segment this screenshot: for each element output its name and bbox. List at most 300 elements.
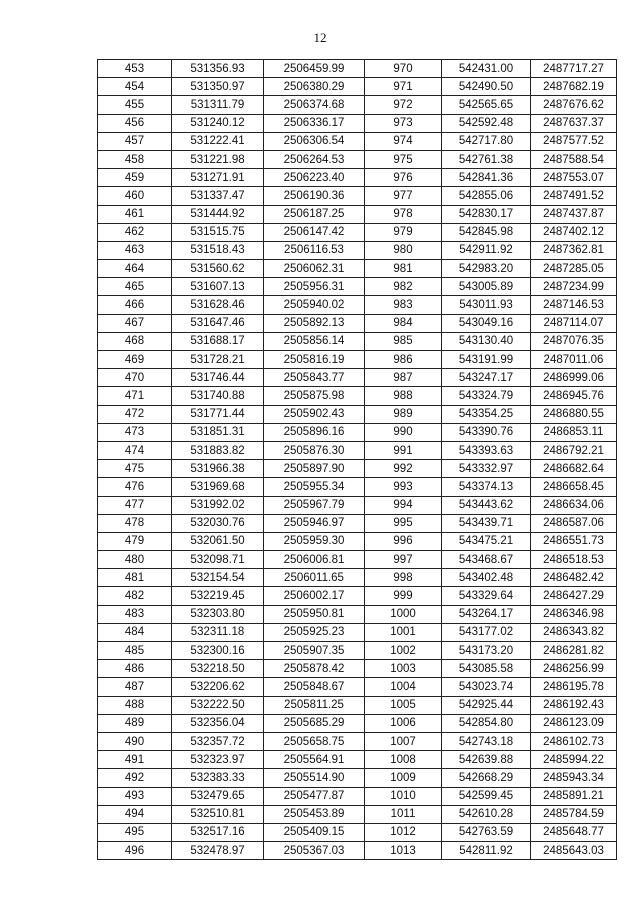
point-number-right-cell: 983 xyxy=(365,296,442,314)
point-number-right-cell: 992 xyxy=(365,460,442,478)
point-number-right-cell: 1013 xyxy=(365,842,442,860)
y-coordinate-right-cell: 2485648.77 xyxy=(531,823,617,841)
y-coordinate-left-cell: 2505878.42 xyxy=(264,660,365,678)
table-row xyxy=(98,78,617,96)
y-coordinate-right-cell: 2486427.29 xyxy=(531,587,617,605)
y-coordinate-right-cell: 2487437.87 xyxy=(531,205,617,223)
table-row xyxy=(98,278,617,296)
x-coordinate-left-cell: 532206.62 xyxy=(172,678,264,696)
x-coordinate-right-cell: 542925.44 xyxy=(442,696,531,714)
point-number-right-cell: 987 xyxy=(365,369,442,387)
y-coordinate-left-cell: 2505907.35 xyxy=(264,642,365,660)
point-number-right-cell: 1001 xyxy=(365,623,442,641)
x-coordinate-left-cell: 532357.72 xyxy=(172,732,264,750)
point-number-left-cell: 478 xyxy=(98,514,172,532)
y-coordinate-right-cell: 2486482.42 xyxy=(531,569,617,587)
y-coordinate-left-cell: 2505946.97 xyxy=(264,514,365,532)
x-coordinate-left-cell: 531647.46 xyxy=(172,314,264,332)
x-coordinate-left-cell: 531607.13 xyxy=(172,278,264,296)
x-coordinate-left-cell: 532510.81 xyxy=(172,805,264,823)
y-coordinate-left-cell: 2506336.17 xyxy=(264,114,365,132)
y-coordinate-left-cell: 2506002.17 xyxy=(264,587,365,605)
y-coordinate-left-cell: 2506190.36 xyxy=(264,187,365,205)
table-row xyxy=(98,132,617,150)
point-number-left-cell: 465 xyxy=(98,278,172,296)
x-coordinate-right-cell: 543085.58 xyxy=(442,660,531,678)
y-coordinate-right-cell: 2487491.52 xyxy=(531,187,617,205)
table-row xyxy=(98,60,617,78)
x-coordinate-left-cell: 531518.43 xyxy=(172,241,264,259)
x-coordinate-right-cell: 542845.98 xyxy=(442,223,531,241)
table-row xyxy=(98,423,617,441)
y-coordinate-right-cell: 2487676.62 xyxy=(531,96,617,114)
y-coordinate-left-cell: 2505514.90 xyxy=(264,769,365,787)
table-row xyxy=(98,332,617,350)
y-coordinate-right-cell: 2486343.82 xyxy=(531,623,617,641)
y-coordinate-right-cell: 2485784.59 xyxy=(531,805,617,823)
table-row xyxy=(98,514,617,532)
point-number-right-cell: 979 xyxy=(365,223,442,241)
y-coordinate-right-cell: 2487682.19 xyxy=(531,78,617,96)
table-row xyxy=(98,150,617,168)
y-coordinate-right-cell: 2487553.07 xyxy=(531,169,617,187)
point-number-left-cell: 479 xyxy=(98,532,172,550)
x-coordinate-right-cell: 543324.79 xyxy=(442,387,531,405)
point-number-left-cell: 457 xyxy=(98,132,172,150)
x-coordinate-right-cell: 543011.93 xyxy=(442,296,531,314)
x-coordinate-right-cell: 542599.45 xyxy=(442,787,531,805)
point-number-left-cell: 482 xyxy=(98,587,172,605)
y-coordinate-right-cell: 2486880.55 xyxy=(531,405,617,423)
y-coordinate-left-cell: 2505902.43 xyxy=(264,405,365,423)
y-coordinate-left-cell: 2505875.98 xyxy=(264,387,365,405)
x-coordinate-right-cell: 543468.67 xyxy=(442,551,531,569)
y-coordinate-left-cell: 2505848.67 xyxy=(264,678,365,696)
y-coordinate-left-cell: 2506116.53 xyxy=(264,241,365,259)
x-coordinate-left-cell: 532356.04 xyxy=(172,714,264,732)
table-row xyxy=(98,441,617,459)
point-number-left-cell: 462 xyxy=(98,223,172,241)
table-row xyxy=(98,351,617,369)
table-row xyxy=(98,205,617,223)
table-row xyxy=(98,96,617,114)
y-coordinate-right-cell: 2487362.81 xyxy=(531,241,617,259)
point-number-right-cell: 1008 xyxy=(365,751,442,769)
y-coordinate-right-cell: 2486658.45 xyxy=(531,478,617,496)
table-row xyxy=(98,496,617,514)
point-number-left-cell: 455 xyxy=(98,96,172,114)
x-coordinate-left-cell: 531222.41 xyxy=(172,132,264,150)
x-coordinate-left-cell: 531515.75 xyxy=(172,223,264,241)
y-coordinate-left-cell: 2505897.90 xyxy=(264,460,365,478)
table-row xyxy=(98,642,617,660)
y-coordinate-right-cell: 2486192.43 xyxy=(531,696,617,714)
x-coordinate-right-cell: 542490.50 xyxy=(442,78,531,96)
point-number-left-cell: 491 xyxy=(98,751,172,769)
point-number-left-cell: 492 xyxy=(98,769,172,787)
x-coordinate-left-cell: 531311.79 xyxy=(172,96,264,114)
x-coordinate-left-cell: 532383.33 xyxy=(172,769,264,787)
point-number-left-cell: 459 xyxy=(98,169,172,187)
x-coordinate-left-cell: 532061.50 xyxy=(172,532,264,550)
y-coordinate-left-cell: 2505956.31 xyxy=(264,278,365,296)
y-coordinate-right-cell: 2487146.53 xyxy=(531,296,617,314)
x-coordinate-right-cell: 543374.13 xyxy=(442,478,531,496)
y-coordinate-left-cell: 2505876.30 xyxy=(264,441,365,459)
x-coordinate-right-cell: 542763.59 xyxy=(442,823,531,841)
x-coordinate-right-cell: 543393.63 xyxy=(442,441,531,459)
x-coordinate-left-cell: 531851.31 xyxy=(172,423,264,441)
point-number-left-cell: 493 xyxy=(98,787,172,805)
point-number-left-cell: 475 xyxy=(98,460,172,478)
x-coordinate-left-cell: 531560.62 xyxy=(172,260,264,278)
y-coordinate-right-cell: 2487285.05 xyxy=(531,260,617,278)
point-number-left-cell: 469 xyxy=(98,351,172,369)
x-coordinate-right-cell: 542830.17 xyxy=(442,205,531,223)
table-row xyxy=(98,714,617,732)
y-coordinate-right-cell: 2486346.98 xyxy=(531,605,617,623)
x-coordinate-right-cell: 543475.21 xyxy=(442,532,531,550)
table-row xyxy=(98,478,617,496)
point-number-right-cell: 1002 xyxy=(365,642,442,660)
y-coordinate-right-cell: 2486195.78 xyxy=(531,678,617,696)
y-coordinate-right-cell: 2486853.11 xyxy=(531,423,617,441)
x-coordinate-left-cell: 531728.21 xyxy=(172,351,264,369)
point-number-right-cell: 998 xyxy=(365,569,442,587)
point-number-right-cell: 1004 xyxy=(365,678,442,696)
x-coordinate-left-cell: 532311.18 xyxy=(172,623,264,641)
point-number-left-cell: 463 xyxy=(98,241,172,259)
point-number-right-cell: 1009 xyxy=(365,769,442,787)
point-number-left-cell: 488 xyxy=(98,696,172,714)
table-row xyxy=(98,805,617,823)
point-number-right-cell: 989 xyxy=(365,405,442,423)
point-number-right-cell: 1012 xyxy=(365,823,442,841)
x-coordinate-left-cell: 531688.17 xyxy=(172,332,264,350)
y-coordinate-right-cell: 2486634.06 xyxy=(531,496,617,514)
x-coordinate-left-cell: 532303.80 xyxy=(172,605,264,623)
point-number-left-cell: 476 xyxy=(98,478,172,496)
x-coordinate-left-cell: 532479.65 xyxy=(172,787,264,805)
point-number-left-cell: 458 xyxy=(98,150,172,168)
point-number-left-cell: 490 xyxy=(98,732,172,750)
y-coordinate-left-cell: 2506187.25 xyxy=(264,205,365,223)
point-number-right-cell: 999 xyxy=(365,587,442,605)
y-coordinate-left-cell: 2505955.34 xyxy=(264,478,365,496)
table-row xyxy=(98,751,617,769)
y-coordinate-left-cell: 2506147.42 xyxy=(264,223,365,241)
x-coordinate-left-cell: 532323.97 xyxy=(172,751,264,769)
table-row xyxy=(98,787,617,805)
x-coordinate-left-cell: 531966.38 xyxy=(172,460,264,478)
y-coordinate-left-cell: 2506306.54 xyxy=(264,132,365,150)
y-coordinate-left-cell: 2505409.15 xyxy=(264,823,365,841)
x-coordinate-left-cell: 532300.16 xyxy=(172,642,264,660)
y-coordinate-right-cell: 2486102.73 xyxy=(531,732,617,750)
table-row xyxy=(98,842,617,860)
x-coordinate-right-cell: 542431.00 xyxy=(442,60,531,78)
y-coordinate-left-cell: 2505453.89 xyxy=(264,805,365,823)
point-number-left-cell: 470 xyxy=(98,369,172,387)
x-coordinate-left-cell: 531356.93 xyxy=(172,60,264,78)
x-coordinate-right-cell: 542911.92 xyxy=(442,241,531,259)
x-coordinate-right-cell: 542841.36 xyxy=(442,169,531,187)
y-coordinate-left-cell: 2505959.30 xyxy=(264,532,365,550)
coordinates-table xyxy=(97,59,617,860)
x-coordinate-right-cell: 543264.17 xyxy=(442,605,531,623)
x-coordinate-right-cell: 543049.16 xyxy=(442,314,531,332)
x-coordinate-right-cell: 543439.71 xyxy=(442,514,531,532)
point-number-left-cell: 496 xyxy=(98,842,172,860)
y-coordinate-right-cell: 2486281.82 xyxy=(531,642,617,660)
point-number-right-cell: 984 xyxy=(365,314,442,332)
y-coordinate-left-cell: 2505685.29 xyxy=(264,714,365,732)
point-number-left-cell: 495 xyxy=(98,823,172,841)
y-coordinate-left-cell: 2506011.65 xyxy=(264,569,365,587)
table-row xyxy=(98,569,617,587)
y-coordinate-right-cell: 2485943.34 xyxy=(531,769,617,787)
x-coordinate-left-cell: 532219.45 xyxy=(172,587,264,605)
x-coordinate-right-cell: 542565.65 xyxy=(442,96,531,114)
table-row xyxy=(98,369,617,387)
table-row xyxy=(98,223,617,241)
point-number-right-cell: 1011 xyxy=(365,805,442,823)
point-number-right-cell: 996 xyxy=(365,532,442,550)
point-number-right-cell: 1005 xyxy=(365,696,442,714)
y-coordinate-left-cell: 2506006.81 xyxy=(264,551,365,569)
point-number-left-cell: 477 xyxy=(98,496,172,514)
x-coordinate-right-cell: 543191.99 xyxy=(442,351,531,369)
x-coordinate-right-cell: 543173.20 xyxy=(442,642,531,660)
y-coordinate-right-cell: 2487717.27 xyxy=(531,60,617,78)
point-number-right-cell: 971 xyxy=(365,78,442,96)
x-coordinate-right-cell: 542743.18 xyxy=(442,732,531,750)
x-coordinate-left-cell: 531350.97 xyxy=(172,78,264,96)
y-coordinate-left-cell: 2505940.02 xyxy=(264,296,365,314)
x-coordinate-right-cell: 542668.29 xyxy=(442,769,531,787)
table-row xyxy=(98,823,617,841)
point-number-left-cell: 480 xyxy=(98,551,172,569)
table-row xyxy=(98,696,617,714)
y-coordinate-left-cell: 2505658.75 xyxy=(264,732,365,750)
x-coordinate-right-cell: 543332.97 xyxy=(442,460,531,478)
y-coordinate-left-cell: 2505950.81 xyxy=(264,605,365,623)
x-coordinate-right-cell: 543329.64 xyxy=(442,587,531,605)
x-coordinate-left-cell: 531992.02 xyxy=(172,496,264,514)
y-coordinate-right-cell: 2485643.03 xyxy=(531,842,617,860)
y-coordinate-right-cell: 2486551.73 xyxy=(531,532,617,550)
x-coordinate-right-cell: 543130.40 xyxy=(442,332,531,350)
point-number-left-cell: 471 xyxy=(98,387,172,405)
point-number-right-cell: 974 xyxy=(365,132,442,150)
point-number-right-cell: 985 xyxy=(365,332,442,350)
x-coordinate-left-cell: 531240.12 xyxy=(172,114,264,132)
y-coordinate-right-cell: 2487011.06 xyxy=(531,351,617,369)
y-coordinate-left-cell: 2506223.40 xyxy=(264,169,365,187)
y-coordinate-right-cell: 2485891.21 xyxy=(531,787,617,805)
table-row xyxy=(98,623,617,641)
table-row xyxy=(98,169,617,187)
point-number-left-cell: 486 xyxy=(98,660,172,678)
y-coordinate-left-cell: 2505811.25 xyxy=(264,696,365,714)
point-number-right-cell: 977 xyxy=(365,187,442,205)
y-coordinate-left-cell: 2505856.14 xyxy=(264,332,365,350)
x-coordinate-left-cell: 531969.68 xyxy=(172,478,264,496)
coordinates-table-body xyxy=(98,60,617,860)
x-coordinate-left-cell: 531221.98 xyxy=(172,150,264,168)
x-coordinate-left-cell: 531337.47 xyxy=(172,187,264,205)
point-number-right-cell: 1003 xyxy=(365,660,442,678)
x-coordinate-right-cell: 542983.20 xyxy=(442,260,531,278)
x-coordinate-left-cell: 531746.44 xyxy=(172,369,264,387)
table-row xyxy=(98,314,617,332)
point-number-left-cell: 464 xyxy=(98,260,172,278)
point-number-right-cell: 990 xyxy=(365,423,442,441)
x-coordinate-left-cell: 532154.54 xyxy=(172,569,264,587)
y-coordinate-right-cell: 2487577.52 xyxy=(531,132,617,150)
y-coordinate-left-cell: 2506380.29 xyxy=(264,78,365,96)
point-number-right-cell: 997 xyxy=(365,551,442,569)
x-coordinate-right-cell: 542592.48 xyxy=(442,114,531,132)
x-coordinate-right-cell: 542855.06 xyxy=(442,187,531,205)
y-coordinate-right-cell: 2486123.09 xyxy=(531,714,617,732)
table-row xyxy=(98,678,617,696)
y-coordinate-right-cell: 2487402.12 xyxy=(531,223,617,241)
y-coordinate-right-cell: 2486999.06 xyxy=(531,369,617,387)
y-coordinate-left-cell: 2505896.16 xyxy=(264,423,365,441)
table-row xyxy=(98,241,617,259)
point-number-left-cell: 484 xyxy=(98,623,172,641)
y-coordinate-left-cell: 2506062.31 xyxy=(264,260,365,278)
point-number-right-cell: 995 xyxy=(365,514,442,532)
table-row xyxy=(98,460,617,478)
y-coordinate-right-cell: 2486682.64 xyxy=(531,460,617,478)
y-coordinate-right-cell: 2487588.54 xyxy=(531,150,617,168)
point-number-right-cell: 980 xyxy=(365,241,442,259)
y-coordinate-left-cell: 2505925.23 xyxy=(264,623,365,641)
point-number-right-cell: 976 xyxy=(365,169,442,187)
point-number-left-cell: 472 xyxy=(98,405,172,423)
y-coordinate-left-cell: 2505892.13 xyxy=(264,314,365,332)
point-number-left-cell: 454 xyxy=(98,78,172,96)
table-row xyxy=(98,605,617,623)
table-row xyxy=(98,114,617,132)
point-number-left-cell: 487 xyxy=(98,678,172,696)
x-coordinate-left-cell: 531740.88 xyxy=(172,387,264,405)
point-number-left-cell: 467 xyxy=(98,314,172,332)
y-coordinate-left-cell: 2506264.53 xyxy=(264,150,365,168)
x-coordinate-right-cell: 542761.38 xyxy=(442,150,531,168)
y-coordinate-right-cell: 2485994.22 xyxy=(531,751,617,769)
y-coordinate-left-cell: 2505816.19 xyxy=(264,351,365,369)
point-number-left-cell: 473 xyxy=(98,423,172,441)
y-coordinate-right-cell: 2486518.53 xyxy=(531,551,617,569)
x-coordinate-right-cell: 543023.74 xyxy=(442,678,531,696)
point-number-left-cell: 489 xyxy=(98,714,172,732)
y-coordinate-left-cell: 2505367.03 xyxy=(264,842,365,860)
x-coordinate-right-cell: 542717.80 xyxy=(442,132,531,150)
point-number-right-cell: 988 xyxy=(365,387,442,405)
y-coordinate-right-cell: 2487234.99 xyxy=(531,278,617,296)
point-number-right-cell: 975 xyxy=(365,150,442,168)
point-number-left-cell: 468 xyxy=(98,332,172,350)
x-coordinate-right-cell: 543354.25 xyxy=(442,405,531,423)
y-coordinate-right-cell: 2486792.21 xyxy=(531,441,617,459)
point-number-left-cell: 481 xyxy=(98,569,172,587)
point-number-left-cell: 466 xyxy=(98,296,172,314)
point-number-right-cell: 986 xyxy=(365,351,442,369)
x-coordinate-right-cell: 542811.92 xyxy=(442,842,531,860)
y-coordinate-left-cell: 2506374.68 xyxy=(264,96,365,114)
table-row xyxy=(98,187,617,205)
x-coordinate-right-cell: 543402.48 xyxy=(442,569,531,587)
x-coordinate-right-cell: 543177.02 xyxy=(442,623,531,641)
point-number-right-cell: 973 xyxy=(365,114,442,132)
point-number-right-cell: 994 xyxy=(365,496,442,514)
table-row xyxy=(98,260,617,278)
point-number-right-cell: 970 xyxy=(365,60,442,78)
x-coordinate-left-cell: 532098.71 xyxy=(172,551,264,569)
x-coordinate-right-cell: 543443.62 xyxy=(442,496,531,514)
x-coordinate-right-cell: 543005.89 xyxy=(442,278,531,296)
point-number-left-cell: 453 xyxy=(98,60,172,78)
point-number-left-cell: 474 xyxy=(98,441,172,459)
x-coordinate-left-cell: 532478.97 xyxy=(172,842,264,860)
point-number-left-cell: 483 xyxy=(98,605,172,623)
point-number-right-cell: 1010 xyxy=(365,787,442,805)
x-coordinate-left-cell: 532218.50 xyxy=(172,660,264,678)
x-coordinate-right-cell: 542639.88 xyxy=(442,751,531,769)
x-coordinate-right-cell: 543390.76 xyxy=(442,423,531,441)
table-row xyxy=(98,405,617,423)
table-row xyxy=(98,660,617,678)
point-number-right-cell: 1006 xyxy=(365,714,442,732)
x-coordinate-left-cell: 531771.44 xyxy=(172,405,264,423)
y-coordinate-right-cell: 2487637.37 xyxy=(531,114,617,132)
y-coordinate-right-cell: 2486256.99 xyxy=(531,660,617,678)
y-coordinate-right-cell: 2486587.06 xyxy=(531,514,617,532)
table-row xyxy=(98,587,617,605)
x-coordinate-left-cell: 532222.50 xyxy=(172,696,264,714)
point-number-right-cell: 1000 xyxy=(365,605,442,623)
y-coordinate-left-cell: 2505477.87 xyxy=(264,787,365,805)
point-number-left-cell: 460 xyxy=(98,187,172,205)
x-coordinate-left-cell: 532030.76 xyxy=(172,514,264,532)
point-number-right-cell: 982 xyxy=(365,278,442,296)
y-coordinate-left-cell: 2505564.91 xyxy=(264,751,365,769)
y-coordinate-left-cell: 2505967.79 xyxy=(264,496,365,514)
table-row xyxy=(98,387,617,405)
point-number-right-cell: 972 xyxy=(365,96,442,114)
table-row xyxy=(98,532,617,550)
point-number-right-cell: 978 xyxy=(365,205,442,223)
point-number-left-cell: 461 xyxy=(98,205,172,223)
y-coordinate-right-cell: 2487114.07 xyxy=(531,314,617,332)
point-number-right-cell: 993 xyxy=(365,478,442,496)
x-coordinate-left-cell: 531271.91 xyxy=(172,169,264,187)
x-coordinate-left-cell: 531444.92 xyxy=(172,205,264,223)
page-number: 12 xyxy=(313,30,327,45)
table-row xyxy=(98,551,617,569)
x-coordinate-left-cell: 532517.16 xyxy=(172,823,264,841)
point-number-right-cell: 991 xyxy=(365,441,442,459)
point-number-left-cell: 494 xyxy=(98,805,172,823)
table-row xyxy=(98,732,617,750)
x-coordinate-left-cell: 531883.82 xyxy=(172,441,264,459)
x-coordinate-right-cell: 542854.80 xyxy=(442,714,531,732)
point-number-right-cell: 1007 xyxy=(365,732,442,750)
point-number-left-cell: 456 xyxy=(98,114,172,132)
